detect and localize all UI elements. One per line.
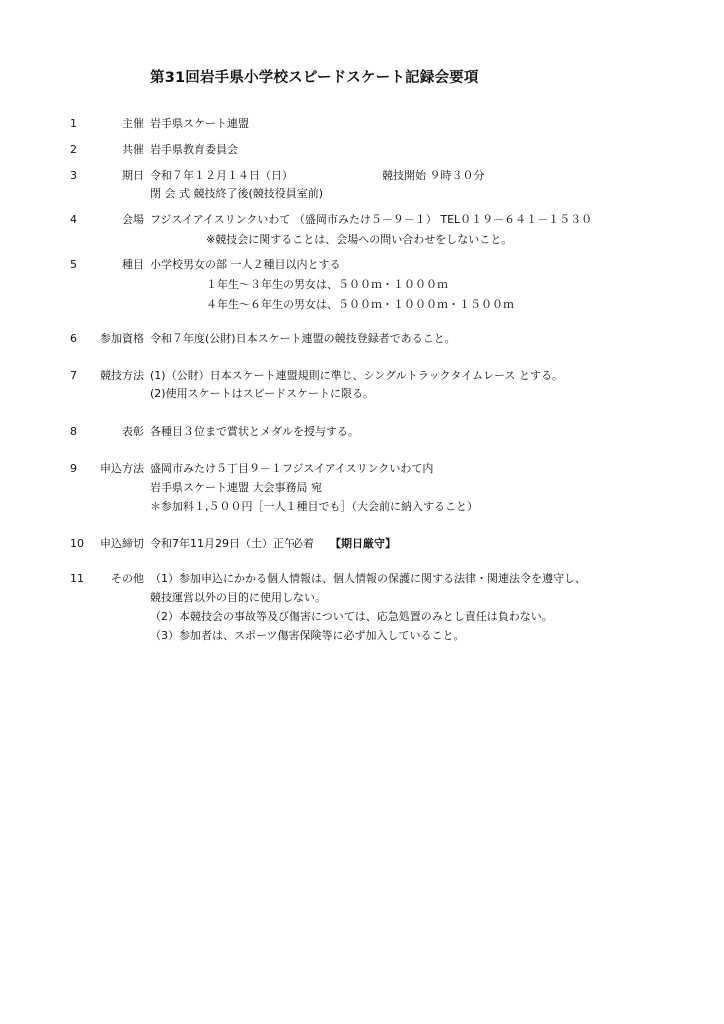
section-number: 1 xyxy=(70,117,77,130)
other-note-2: （2）本競技会の事故等及び傷害については、応急処置のみとし責任は負わない。 xyxy=(150,610,553,623)
application-address: 盛岡市みたけ５丁目９－１フジスイアイスリンクいわて内 xyxy=(150,462,434,475)
document-title: 第31回岩手県小学校スピードスケート記録会要項 xyxy=(150,70,479,86)
events-rule: 小学校男女の部 一人２種目以内とする xyxy=(150,258,341,271)
other-note-3: （3）参加者は、スポーツ傷害保険等に必ず加入していること。 xyxy=(150,629,465,642)
event-date: 令和７年１２月１４日（日） xyxy=(150,169,293,182)
section-label: 参加資格 xyxy=(100,332,144,345)
section-label: 表彰 xyxy=(122,425,144,438)
section-label: 主催 xyxy=(122,117,144,130)
start-time: 競技開始 ９時３０分 xyxy=(382,169,485,182)
section-label: 共催 xyxy=(122,143,144,156)
section-number: 11 xyxy=(70,572,84,585)
closing-ceremony: 閉 会 式 競技終了後(競技役員室前) xyxy=(150,187,324,200)
venue-note: ※競技会に関することは、会場への問い合わせをしないこと。 xyxy=(206,233,513,246)
other-note-1-cont: 競技運営以外の目的に使用しない。 xyxy=(150,591,326,604)
section-number: 5 xyxy=(70,258,77,271)
section-label: 申込締切 xyxy=(100,537,144,550)
section-number: 6 xyxy=(70,332,77,345)
section-number: 10 xyxy=(70,537,84,550)
section-label: その他 xyxy=(111,572,144,585)
section-number: 3 xyxy=(70,169,77,182)
section-number: 9 xyxy=(70,462,77,475)
other-note-1: （1）参加申込にかかる個人情報は、個人情報の保護に関する法律・関連法令を遵守し、 xyxy=(150,572,586,585)
events-grades-4-6: ４年生～６年生の男女は、５００ｍ・１０００ｍ・１５００ｍ xyxy=(206,298,514,311)
section-number: 7 xyxy=(70,369,77,382)
deadline-strict-note: 【期日厳守】 xyxy=(330,537,396,550)
section-text: 岩手県スケート連盟 xyxy=(150,117,249,130)
section-text: 令和７年度(公財)日本スケート連盟の競技登録者であること。 xyxy=(150,332,456,345)
application-recipient: 岩手県スケート連盟 大会事務局 宛 xyxy=(150,481,322,494)
section-number: 4 xyxy=(70,213,77,226)
section-label: 会場 xyxy=(122,213,144,226)
venue-address: フジスイアイスリンクいわて （盛岡市みたけ５－９－１） TEL０１９－６４１－１５３０ xyxy=(150,213,593,226)
section-number: 8 xyxy=(70,425,77,438)
section-label: 競技方法 xyxy=(100,369,144,382)
section-label: 申込方法 xyxy=(100,462,144,475)
section-text: 岩手県教育委員会 xyxy=(150,143,238,156)
deadline-must-arrive: 必着 xyxy=(292,537,314,550)
deadline-date: 令和7年11月29日（土）正午 xyxy=(150,537,295,550)
section-number: 2 xyxy=(70,143,77,156)
section-text: 各種目３位まで賞状とメダルを授与する。 xyxy=(150,425,359,438)
method-rule-1: (1)（公財）日本スケート連盟規則に準じ、シングルトラックタイムレース とする。 xyxy=(150,369,564,382)
section-label: 種目 xyxy=(122,258,144,271)
events-grades-1-3: １年生～３年生の男女は、５００ｍ・１０００ｍ xyxy=(206,278,448,291)
application-fee: ＊参加料１,５００円［一人１種目でも］（大会前に納入すること） xyxy=(150,500,478,513)
method-rule-2: (2)使用スケートはスピードスケートに限る。 xyxy=(150,387,375,400)
section-label: 期日 xyxy=(122,169,144,182)
